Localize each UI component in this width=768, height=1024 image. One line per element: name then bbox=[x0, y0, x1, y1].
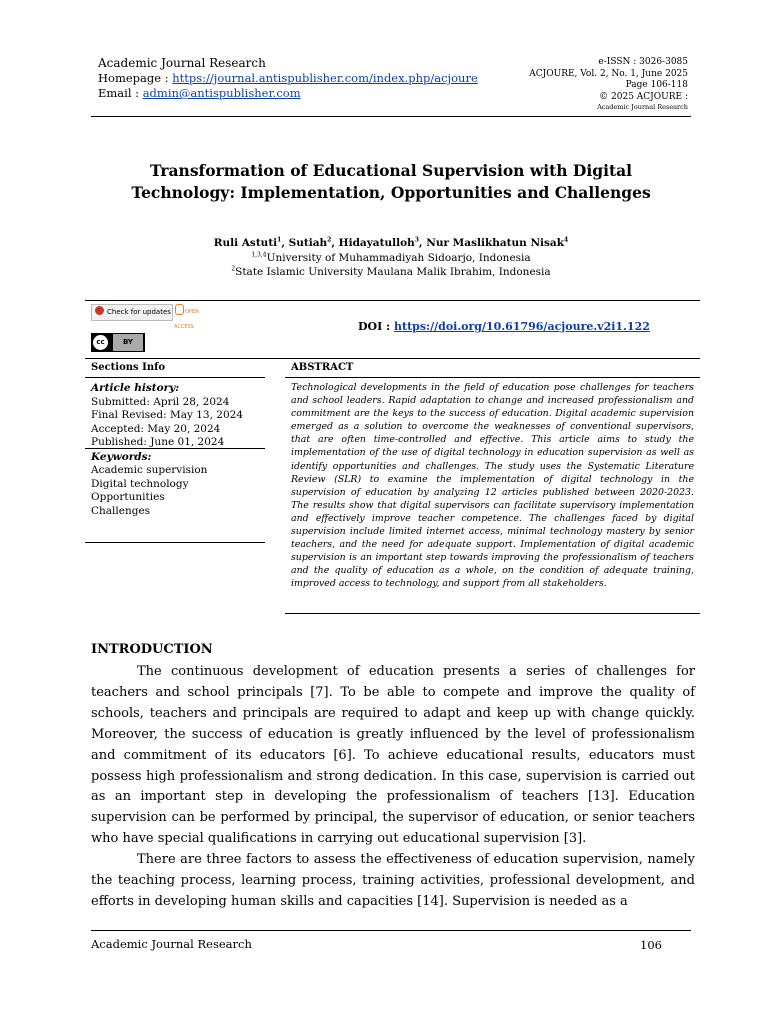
author-sup: 1 bbox=[277, 236, 282, 244]
introduction-body bbox=[91, 662, 695, 913]
author-name: Nur Maslikhatun Nisak bbox=[426, 237, 565, 249]
sections-info-heading: Sections Info bbox=[91, 362, 166, 373]
article-info bbox=[91, 382, 263, 518]
abstract-heading: ABSTRACT bbox=[291, 362, 354, 373]
check-for-updates-badge[interactable] bbox=[91, 304, 173, 321]
author-list: Ruli Astuti$^1$, Sutiah$^2$, Hidayatulloh$^3$, Nur Maslikhatun Nisak$^4$ bbox=[213, 236, 569, 249]
history-published: Published: June 01, 2024 bbox=[91, 436, 225, 448]
author-sup: 3 bbox=[414, 236, 419, 244]
footer-divider bbox=[91, 930, 691, 931]
keyword: Opportunities bbox=[91, 491, 165, 503]
page-range: Page 106-118 bbox=[625, 80, 688, 90]
article-title bbox=[91, 160, 691, 204]
title-line-1: Transformation of Educational Supervision with Digital bbox=[149, 161, 633, 180]
author-name: Hidayatulloh bbox=[338, 237, 415, 249]
volume-info: ACJOURE, Vol. 2, No. 1, June 2025 bbox=[529, 68, 688, 79]
abstract-text: Technological developments in the field of education pose challenges for teachers and school leaders. Rapid adaptation to change and increased professionalism and commitment are the keys to the success of education. Digital academic supervision emerged as a solution to overcome the weaknesses of conventional supervisors, that are often time-controlled and effective. This article aims to study the implementation of the use of digital technology in education supervision as well as identify opportunities and challenges. The study uses the Systematic Literature Review (SLR) to examine the implementation of digital technology in the supervision of education by analyzing 12 articles published between 2020-2023. The results show that digital supervisors can facilitate supervisory implementation and effectively improve teacher competence. The challenges faced by digital supervision include limited internet access, minimal technology mastery by senior teachers, and the need for adequate support. Implementation of digital academic supervision is an important step towards improving the professionalism of teachers and the quality of education as a whole, on the condition of adequate training, improved access to technology, and support from all stakeholders. bbox=[291, 382, 694, 590]
doi-label: DOI : bbox=[358, 320, 394, 333]
doi-line bbox=[358, 320, 650, 333]
by-icon: BY bbox=[113, 334, 143, 351]
open-access-label: OPEN ACCESS bbox=[174, 309, 199, 330]
email-label: Email : bbox=[98, 86, 143, 100]
body-paragraph: The continuous development of education presents a series of challenges for teachers and school principals [7]. To be able to compete and improve the quality of schools, teachers and principals are required to adapt and keep up with change quickly. Moreover, the success of education is greatly influenced by the level of professionalism and commitment of its educators [6]. To achieve educational results, educators must possess high professionalism and strong dedication. In this case, supervision is carried out as an important step in developing the professionalism of teachers [13]. Education supervision can be performed by principal, the supervisor of education, or senior teachers who have special qualifications in carrying out educational supervision [3]. bbox=[91, 664, 695, 847]
eissn: e-ISSN : 3026-3085 bbox=[598, 57, 688, 67]
author-name: Sutiah bbox=[288, 237, 328, 249]
affiliation-1 bbox=[91, 252, 691, 265]
homepage-line bbox=[98, 71, 478, 86]
affiliation-text: University of Muhammadiyah Sidoarjo, Indonesia bbox=[266, 252, 531, 264]
keywords-label: Keywords: bbox=[91, 450, 152, 463]
body-paragraph: There are three factors to assess the effectiveness of education supervision, namely the teaching process, learning process, training activities, professional development, and efforts in developing human skills and capacities [14]. Supervision is needed as a bbox=[91, 852, 695, 909]
email-line bbox=[98, 86, 478, 101]
info-bottom-divider bbox=[85, 542, 265, 543]
copyright: © 2025 ACJOURE : bbox=[599, 91, 688, 102]
history-revised: Final Revised: May 13, 2024 bbox=[91, 409, 244, 421]
history-submitted: Submitted: April 28, 2024 bbox=[91, 395, 230, 408]
homepage-label: Homepage : bbox=[98, 71, 173, 85]
keywords-divider bbox=[85, 448, 265, 449]
cc-icon: cc bbox=[93, 335, 108, 350]
title-line-2: Technology: Implementation, Opportunities and Challenges bbox=[131, 183, 651, 202]
affiliation-sup: 2 bbox=[231, 265, 236, 273]
author-sup: 4 bbox=[564, 236, 569, 244]
history-accepted: Accepted: May 20, 2024 bbox=[91, 422, 221, 435]
info-header-divider bbox=[85, 377, 265, 378]
badge-top-divider bbox=[85, 300, 700, 301]
header-divider bbox=[91, 116, 691, 117]
affiliation-text: State Islamic University Maulana Malik Ibrahim, Indonesia bbox=[235, 266, 551, 278]
open-lock-icon bbox=[175, 304, 184, 315]
author-sup: 2 bbox=[327, 236, 332, 244]
check-updates-label: Check for updates bbox=[107, 308, 171, 316]
history-label: Article history: bbox=[91, 382, 180, 394]
affiliation-2 bbox=[91, 266, 691, 279]
open-access-badge bbox=[174, 304, 220, 330]
homepage-link[interactable]: https://journal.antispublisher.com/index.php/acjoure bbox=[172, 71, 478, 85]
keyword: Academic supervision bbox=[91, 464, 208, 476]
footer-journal-name: Academic Journal Research bbox=[91, 937, 252, 951]
doi-link[interactable]: https://doi.org/10.61796/acjoure.v2i1.122 bbox=[394, 320, 650, 333]
abstract-bottom-divider bbox=[285, 613, 700, 614]
cc-by-license-badge[interactable] bbox=[91, 333, 145, 352]
journal-name: Academic Journal Research bbox=[98, 56, 266, 70]
abstract-header-divider bbox=[285, 377, 700, 378]
author-name: Ruli Astuti bbox=[213, 237, 278, 249]
affiliation-sup: 1,3,4 bbox=[251, 251, 267, 259]
check-updates-icon bbox=[95, 306, 104, 315]
copyright-sub: Academic Journal Research bbox=[597, 103, 688, 111]
keyword: Digital technology bbox=[91, 477, 189, 490]
keyword: Challenges bbox=[91, 504, 151, 517]
journal-header-left bbox=[98, 56, 478, 101]
table-top-divider bbox=[85, 358, 700, 359]
email-link[interactable]: admin@antispublisher.com bbox=[142, 86, 301, 100]
introduction-heading: INTRODUCTION bbox=[91, 642, 213, 657]
journal-header-right bbox=[529, 57, 688, 111]
page-number: 106 bbox=[640, 938, 662, 952]
